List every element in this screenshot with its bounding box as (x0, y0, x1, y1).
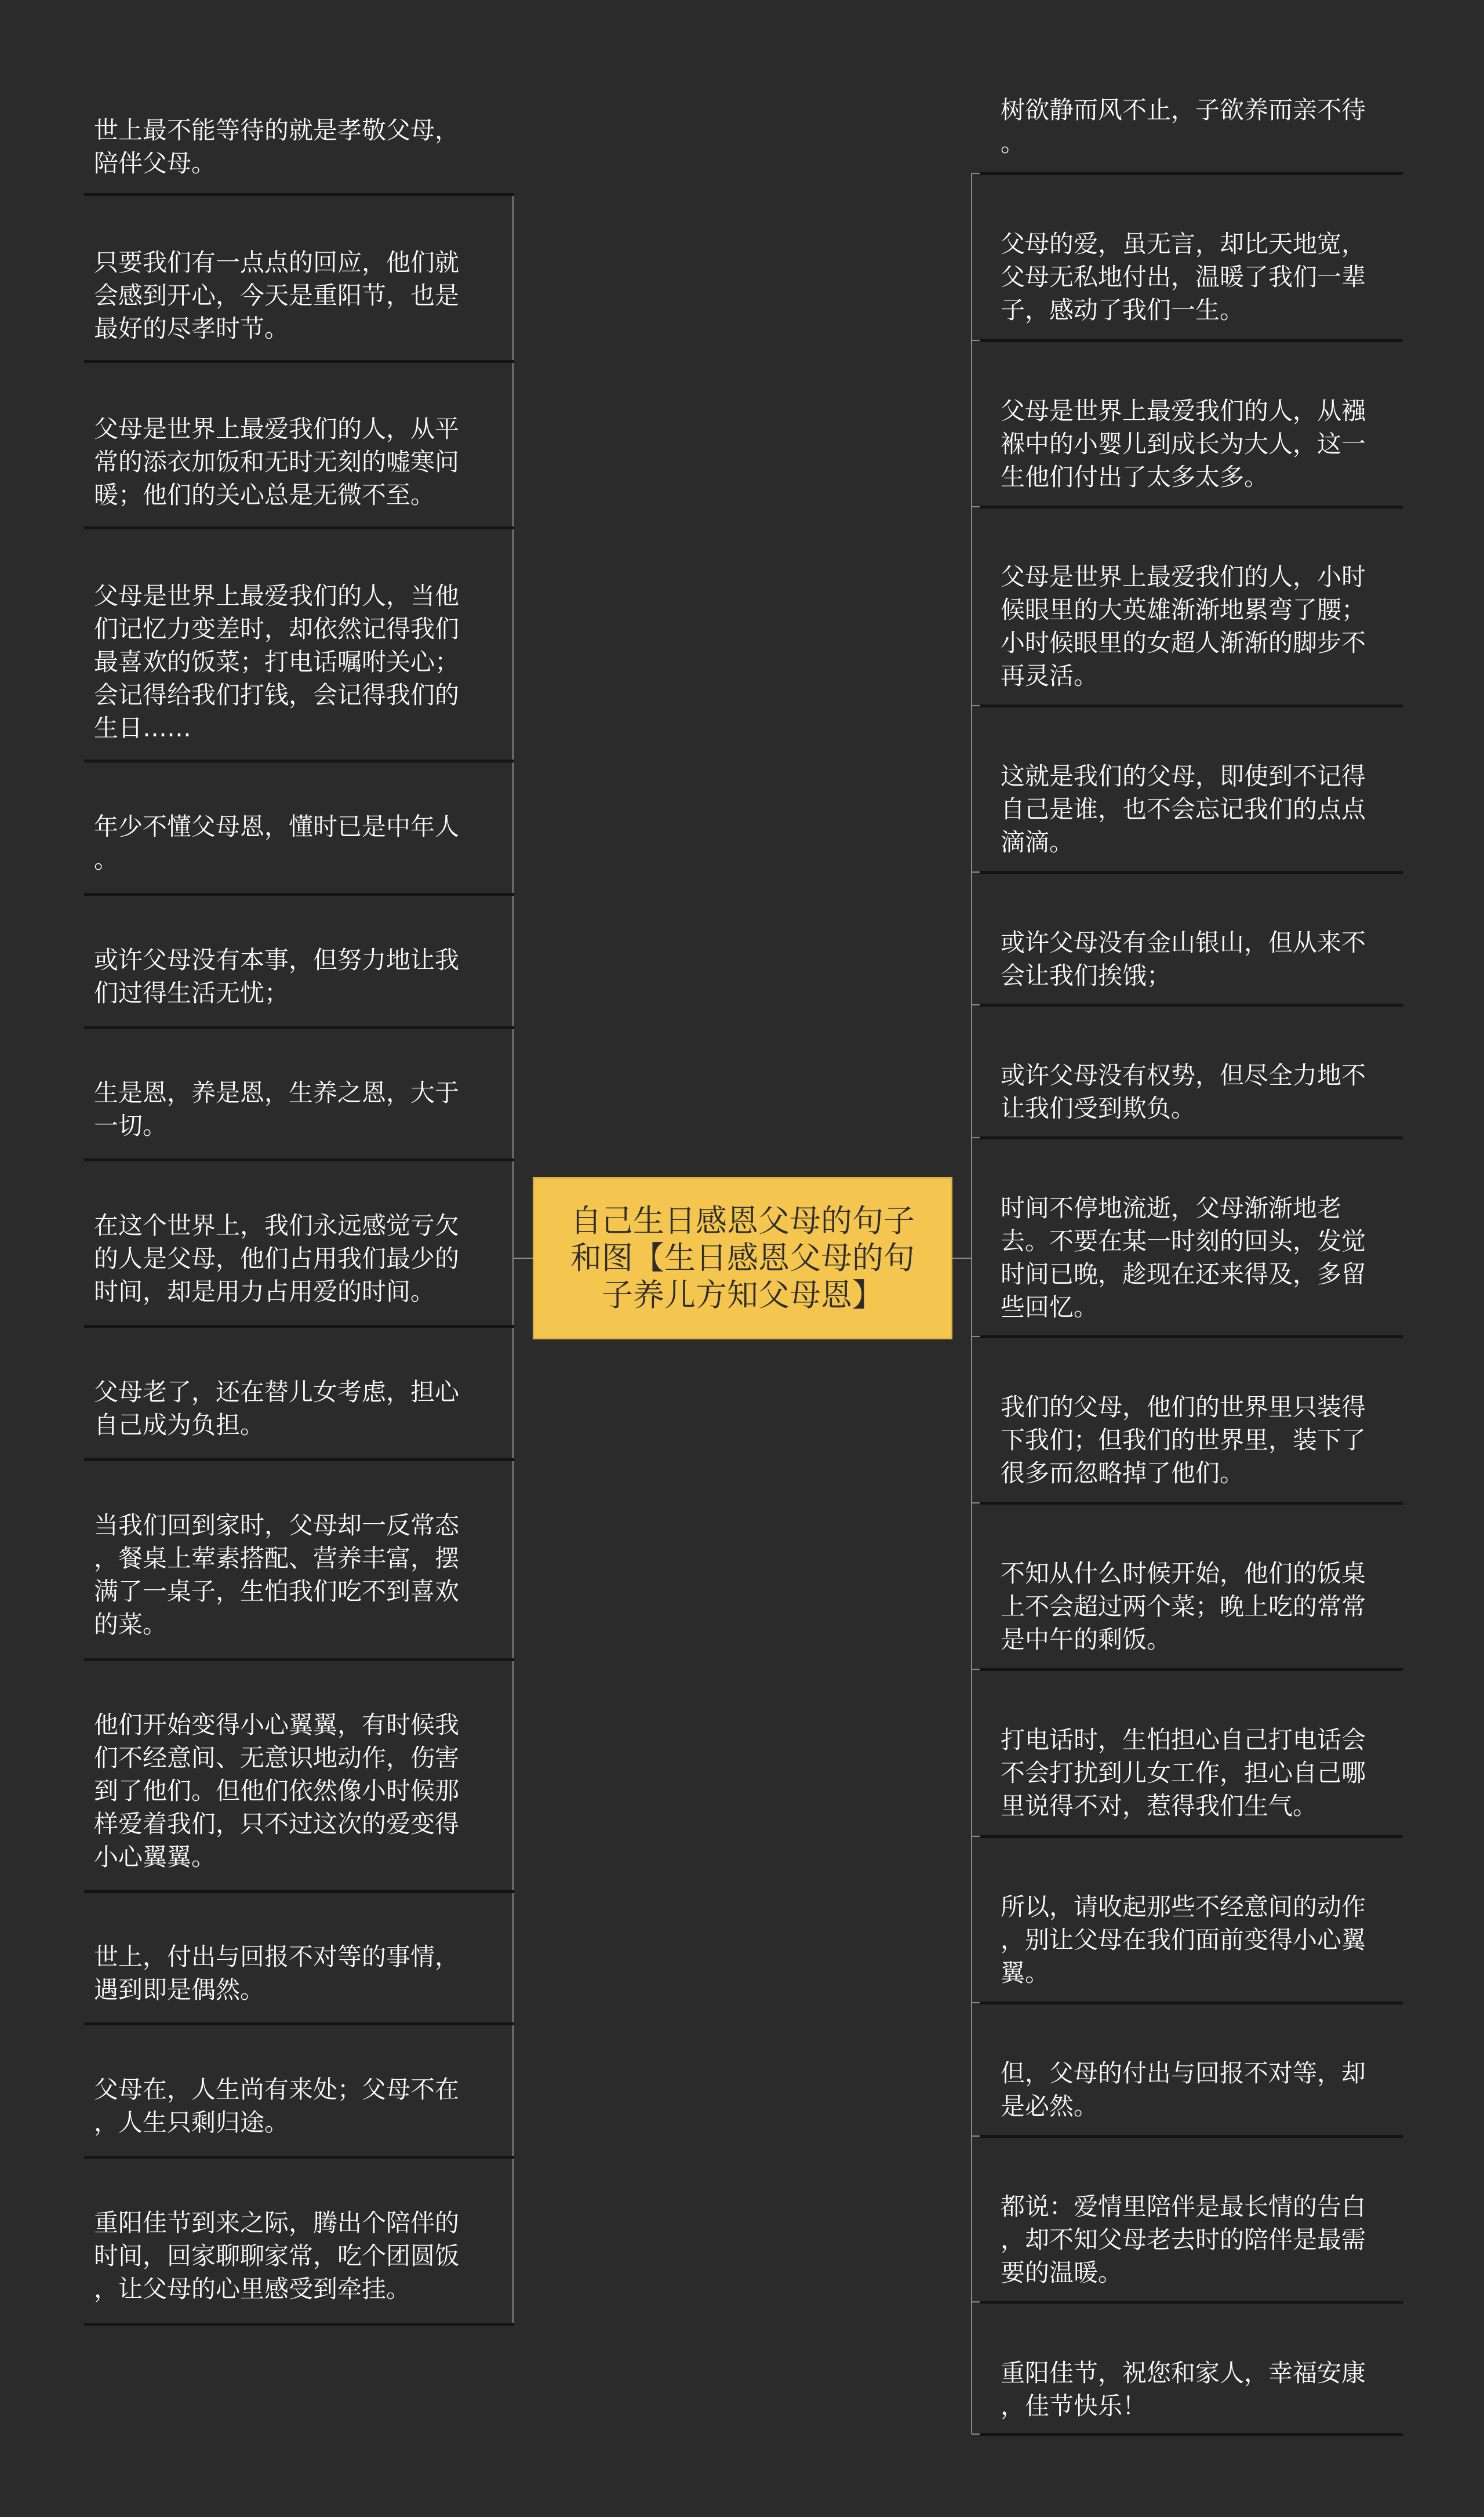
left-branch-underline (84, 760, 514, 762)
central-topic[interactable] (533, 1177, 952, 1339)
right-branch-underline (980, 1004, 1403, 1007)
left-branch-underline (84, 893, 514, 896)
right-branch-underline (980, 1835, 1403, 1838)
right-branch-node[interactable]: 不知从什么时候开始，他们的饭桌 上不会超过两个菜；晚上吃的常常 是中午的剩饭。 (1001, 1559, 1366, 1654)
right-branch-underline (980, 2301, 1403, 2304)
left-branch-underline (84, 2156, 514, 2159)
left-branch-node[interactable]: 世上最不能等待的就是孝敬父母， 陪伴父母。 (94, 116, 460, 177)
left-branch-underline (84, 2323, 514, 2326)
right-branch-underline (980, 172, 1403, 175)
left-branch-node[interactable]: 重阳佳节到来之际，腾出个陪伴的 时间，回家聊聊家常，吃个团圆饭 ，让父母的心里感受到牵挂。 (94, 2209, 460, 2303)
right-branch-underline (980, 1502, 1403, 1505)
left-branch-node[interactable]: 他们开始变得小心翼翼，有时候我 们不经意间、无意识地动作，伤害 到了他们。但他们依然像小时候那 样爱着我们，只不过这次的爱变得 小心翼翼。 (94, 1710, 460, 1871)
right-branch-node[interactable]: 所以，请收起那些不经意间的动作 ，别让父母在我们面前变得小心翼 翼。 (1001, 1893, 1366, 1987)
left-branch-node[interactable]: 年少不懂父母恩，懂时已是中年人 。 (94, 812, 460, 874)
right-branch-node[interactable]: 树欲静而风不止，子欲养而亲不待 。 (1001, 96, 1366, 157)
right-branch-underline (980, 2135, 1403, 2138)
left-branch-underline (84, 1458, 514, 1461)
right-branch-underline (980, 1136, 1403, 1139)
right-branch-node[interactable]: 但，父母的付出与回报不对等，却 是必然。 (1001, 2059, 1366, 2120)
central-topic-label: 自己生日感恩父母的句子 和图【生日感恩父母的句 子养儿方知父母恩】 (570, 1203, 915, 1313)
left-branch-underline (84, 1658, 514, 1661)
right-branch-underline (980, 1668, 1403, 1671)
left-branch-node[interactable]: 生是恩，养是恩，生养之恩，大于 一切。 (94, 1078, 460, 1140)
left-branch-underline (84, 1325, 514, 1328)
left-branch-node[interactable]: 在这个世界上，我们永远感觉亏欠 的人是父母，他们占用我们最少的 时间，却是用力占用爱的时间。 (94, 1211, 460, 1306)
left-branch-node[interactable]: 或许父母没有本事，但努力地让我 们过得生活无忧； (94, 946, 460, 1007)
right-branch-underline (980, 1335, 1403, 1338)
left-branch-underline (84, 1890, 514, 1893)
left-branch-underline (84, 2022, 514, 2025)
right-branch-node[interactable]: 重阳佳节，祝您和家人，幸福安康 ，佳节快乐！ (1001, 2359, 1366, 2420)
left-branch-underline (84, 1158, 514, 1161)
right-branch-node[interactable]: 父母的爱，虽无言，却比天地宽， 父母无私地付出，温暖了我们一辈 子，感动了我们一生。 (1001, 230, 1366, 324)
left-branch-node[interactable]: 世上，付出与回报不对等的事情， 遇到即是偶然。 (94, 1942, 460, 2004)
right-branch-node[interactable]: 这就是我们的父母，即使到不记得 自己是谁，也不会忘记我们的点点 滴滴。 (1001, 762, 1366, 856)
right-branch-underline (980, 2433, 1403, 2436)
left-branch-node[interactable]: 当我们回到家时，父母却一反常态 ，餐桌上荤素搭配、营养丰富，摆 满了一桌子，生怕我们吃不到喜欢 的菜。 (94, 1511, 460, 1639)
right-branch-underline (980, 871, 1403, 874)
right-branch-node[interactable]: 或许父母没有金山银山，但从来不 会让我们挨饿； (1001, 928, 1366, 990)
left-branch-node[interactable]: 父母是世界上最爱我们的人，当他 们记忆力变差时，却依然记得我们 最喜欢的饭菜；打电话嘱咐关心； 会记得给我们打钱，会记得我们的 生日…… (94, 582, 460, 742)
right-branch-node[interactable]: 打电话时，生怕担心自己打电话会 不会打扰到儿女工作，担心自己哪 里说得不对，惹得我们生气。 (1001, 1726, 1366, 1820)
left-branch-underline (84, 526, 514, 529)
right-branch-underline (980, 2002, 1403, 2004)
right-branch-node[interactable]: 时间不停地流逝，父母渐渐地老 去。不要在某一时刻的回头，发觉 时间已晚，趁现在还来得及，多留 些回忆。 (1001, 1194, 1366, 1321)
left-branch-underline (84, 193, 514, 196)
left-branch-node[interactable]: 只要我们有一点点的回应，他们就 会感到开心，今天是重阳节，也是 最好的尽孝时节。 (94, 248, 460, 343)
left-branch-underline (84, 1026, 514, 1029)
right-branch-underline (980, 704, 1403, 707)
left-branch-node[interactable]: 父母老了，还在替儿女考虑，担心 自己成为负担。 (94, 1378, 460, 1439)
right-branch-node[interactable]: 或许父母没有权势，但尽全力地不 让我们受到欺负。 (1001, 1061, 1366, 1123)
right-branch-node[interactable]: 我们的父母，他们的世界里只装得 下我们；但我们的世界里，装下了 很多而忽略掉了他们。 (1001, 1393, 1366, 1487)
left-branch-node[interactable]: 父母在，人生尚有来处；父母不在 ，人生只剩归途。 (94, 2075, 460, 2137)
left-branch-underline (84, 360, 514, 363)
right-branch-underline (980, 339, 1403, 342)
right-branch-node[interactable]: 父母是世界上最爱我们的人，从襁 褓中的小婴儿到成长为大人，这一 生他们付出了太多太多。 (1001, 397, 1366, 491)
right-branch-node[interactable]: 父母是世界上最爱我们的人，小时 候眼里的大英雄渐渐地累弯了腰； 小时候眼里的女超人渐渐的脚步不 再灵活。 (1001, 562, 1366, 690)
right-branch-node[interactable]: 都说：爱情里陪伴是最长情的告白 ，却不知父母老去时的陪伴是最需 要的温暖。 (1001, 2192, 1366, 2287)
right-branch-underline (980, 506, 1403, 509)
left-branch-node[interactable]: 父母是世界上最爱我们的人，从平 常的添衣加饭和无时无刻的嘘寒问 暖；他们的关心总是无微不至。 (94, 415, 460, 509)
